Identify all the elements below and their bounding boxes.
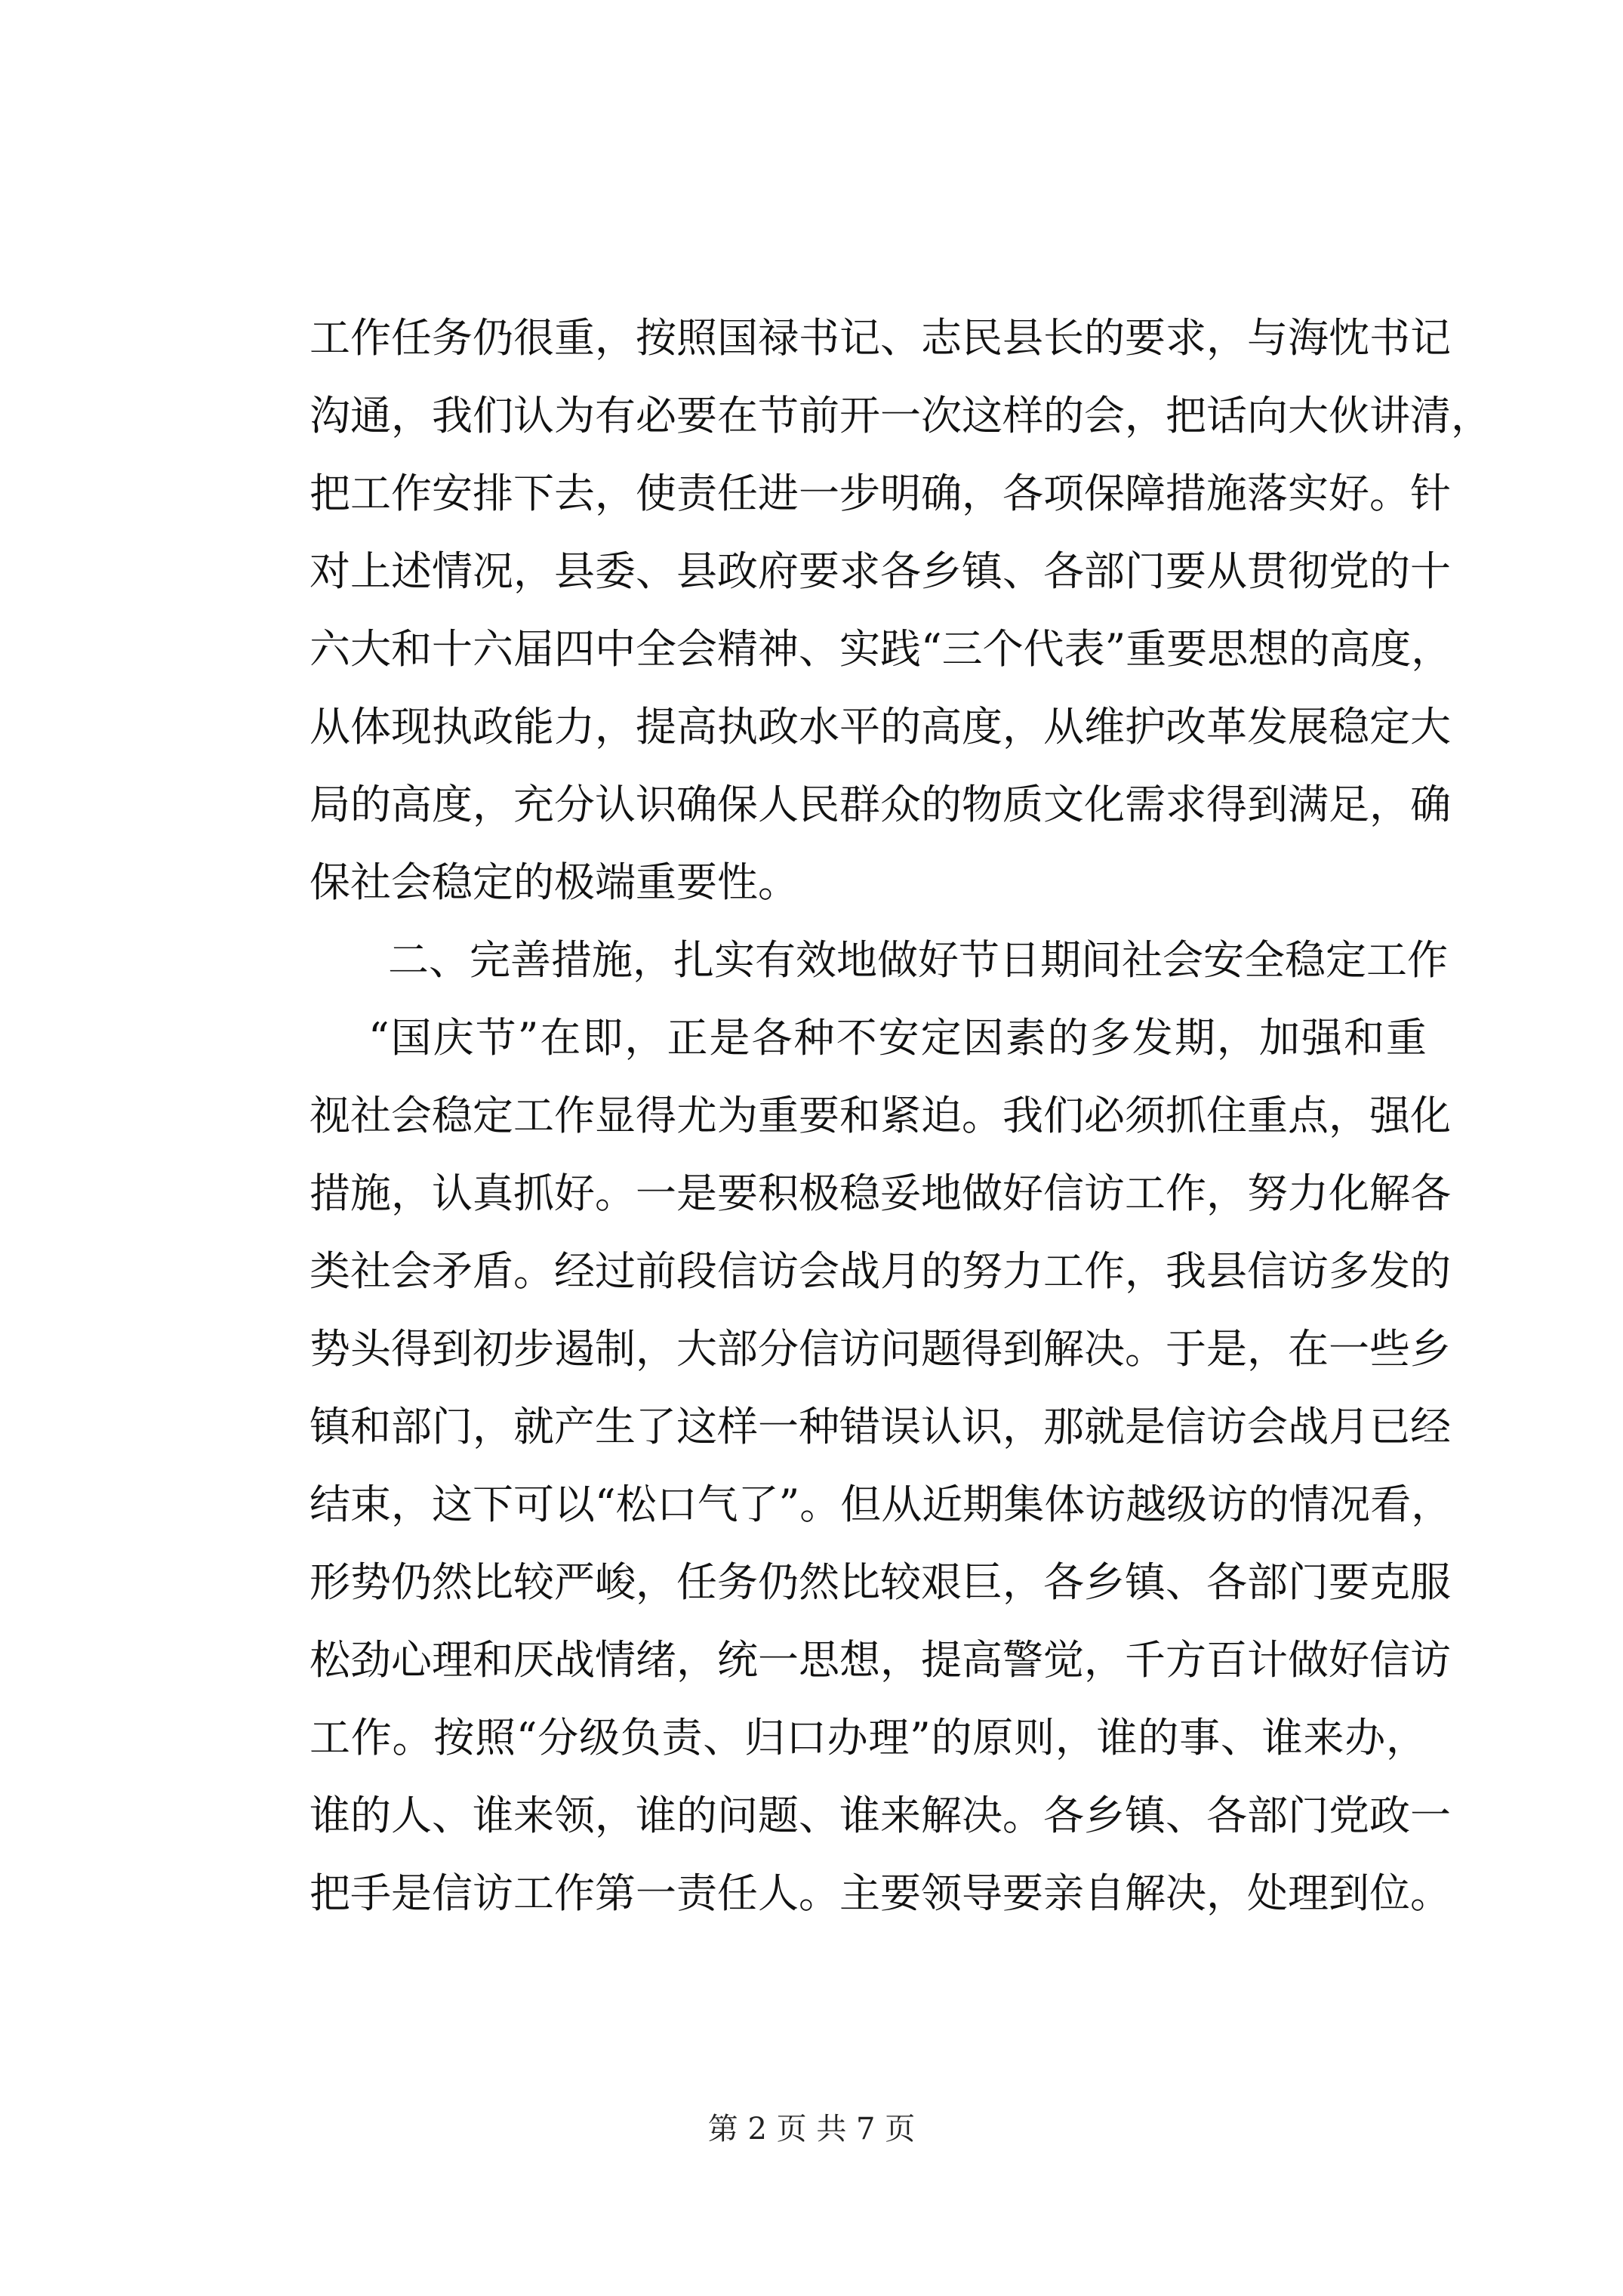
section-heading: 二、完善措施，扎实有效地做好节日期间社会安全稳定工作 [388, 936, 1448, 984]
text-line: 对上述情况，县委、县政府要求各乡镇、各部门要从贯彻党的十 [310, 547, 1451, 595]
text-line: 六大和十六届四中全会精神、实践“三个代表”重要思想的高度， [310, 625, 1452, 673]
text-line: 沟通，我们认为有必要在节前开一次这样的会，把话向大伙讲清， [310, 392, 1492, 439]
text-line: 工作。按照“分级负责、归口办理”的原则，谁的事、谁来办， [310, 1714, 1427, 1761]
text-line: 视社会稳定工作显得尤为重要和紧迫。我们必须抓住重点，强化 [310, 1092, 1451, 1139]
page-number-footer: 第 2 页 共 7 页 [707, 2112, 916, 2147]
text-line: 工作任务仍很重，按照国禄书记、志民县长的要求，与海忱书记 [310, 314, 1451, 362]
text-line: 势头得到初步遏制，大部分信访问题得到解决。于是，在一些乡 [310, 1325, 1451, 1373]
body-text [310, 299, 1492, 1932]
text-line: 镇和部门，就产生了这样一种错误认识，那就是信访会战月已经 [310, 1403, 1451, 1450]
text-line: 谁的人、谁来领，谁的问题、谁来解决。各乡镇、各部门党政一 [310, 1792, 1451, 1839]
text-line: 结束，这下可以“松口气了”。但从近期集体访越级访的情况看， [310, 1481, 1452, 1528]
text-line: 把工作安排下去，使责任进一步明确，各项保障措施落实好。针 [310, 470, 1451, 517]
text-line: 类社会矛盾。经过前段信访会战月的努力工作，我县信访多发的 [310, 1247, 1451, 1295]
text-line: 措施，认真抓好。一是要积极稳妥地做好信访工作，努力化解各 [310, 1170, 1451, 1217]
text-line: 保社会稳定的极端重要性。 [310, 858, 799, 906]
text-line: 把手是信访工作第一责任人。主要领导要亲自解决，处理到位。 [310, 1869, 1451, 1917]
text-line: 形势仍然比较严峻，任务仍然比较艰巨，各乡镇、各部门要克服 [310, 1558, 1451, 1606]
text-line: 从体现执政能力，提高执政水平的高度，从维护改革发展稳定大 [310, 703, 1451, 750]
text-line: 松劲心理和厌战情绪，统一思想，提高警觉，千方百计做好信访 [310, 1636, 1451, 1684]
text-line: “国庆节”在即，正是各种不安定因素的多发期，加强和重 [368, 1014, 1427, 1062]
text-line: 局的高度，充分认识确保人民群众的物质文化需求得到满足，确 [310, 781, 1451, 828]
